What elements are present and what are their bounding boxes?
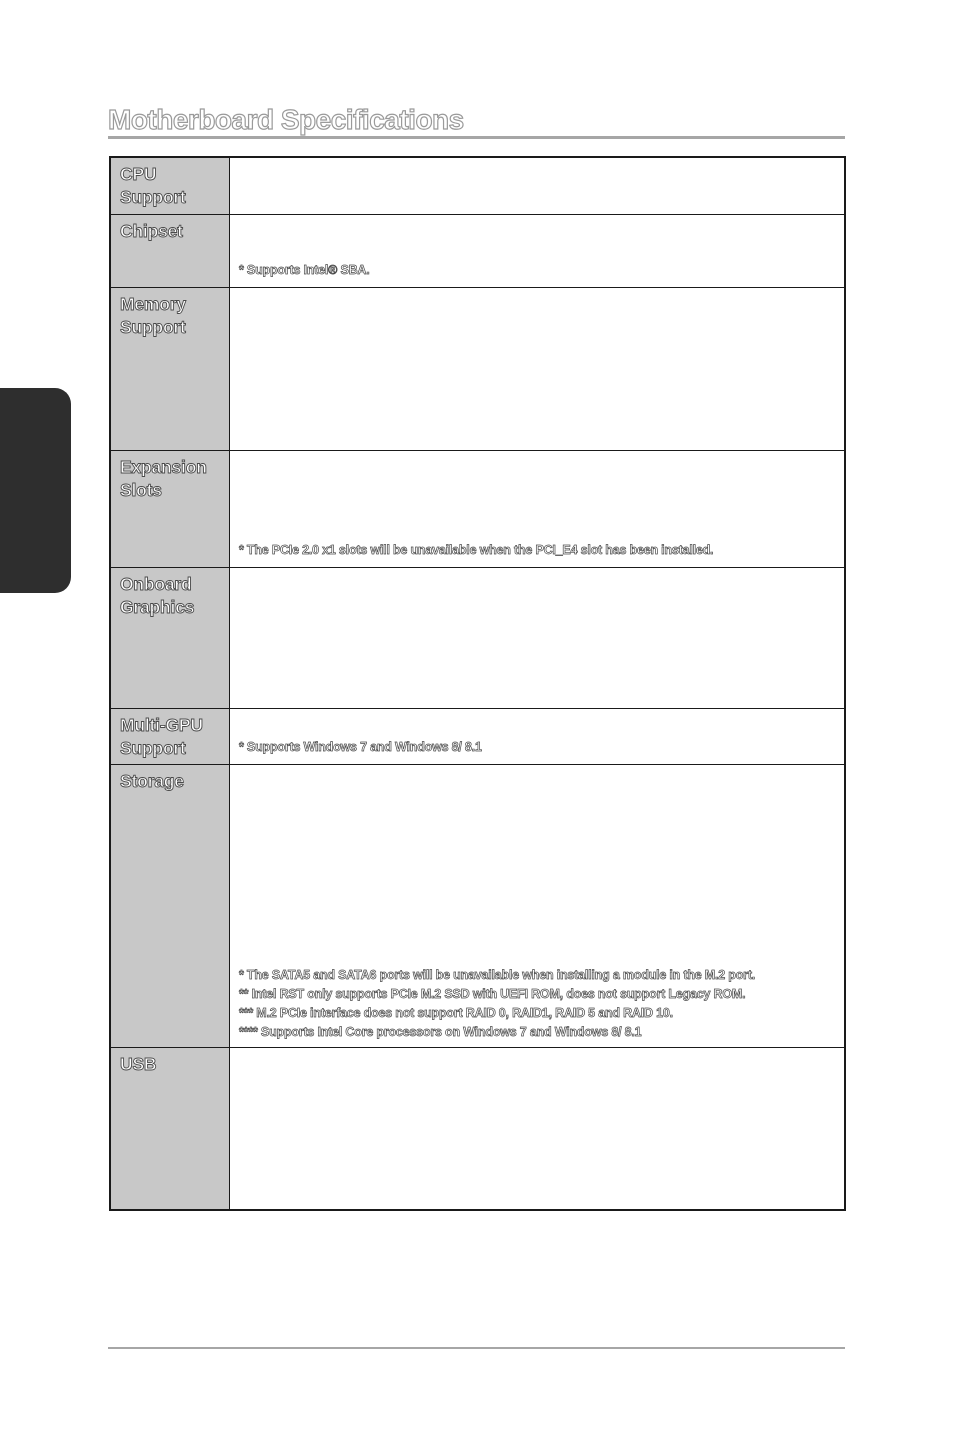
chapter-side-tab [0, 388, 71, 593]
footer-rule [108, 1347, 845, 1349]
spec-label-storage: Storage [111, 765, 230, 1048]
spec-table [109, 156, 846, 1211]
storage-note-3: *** M.2 PCIe interface does not support RAID 0, RAID1, RAID 5 and RAID 10. [239, 1006, 673, 1020]
spec-label-chipset: Chipset [111, 215, 230, 288]
chipset-note: * Supports Intel® SBA. [239, 263, 370, 277]
page-title: Motherboard Specifications [108, 104, 464, 135]
spec-label-cpu: CPU Support [111, 158, 230, 215]
spec-label-usb: USB [111, 1048, 230, 1209]
spec-value-chipset [230, 215, 844, 288]
multigpu-note: * Supports Windows 7 and Windows 8/ 8.1 [239, 740, 482, 754]
spec-value-usb [230, 1048, 844, 1209]
spec-value-multigpu [230, 709, 844, 765]
storage-note-4: **** Supports Intel Core processors on Windows 7 and Windows 8/ 8.1 [239, 1025, 642, 1039]
spec-label-graphics: Onboard Graphics [111, 568, 230, 709]
spec-value-cpu [230, 158, 844, 215]
spec-label-expansion: Expansion Slots [111, 451, 230, 568]
spec-value-expansion [230, 451, 844, 568]
spec-value-storage [230, 765, 844, 1048]
storage-note-2: ** Intel RST only supports PCIe M.2 SSD with UEFI ROM, does not support Legacy ROM. [239, 987, 746, 1001]
spec-label-multigpu: Multi-GPU Support [111, 709, 230, 765]
spec-value-graphics [230, 568, 844, 709]
storage-note-1: * The SATA5 and SATA6 ports will be unavailable when installing a module in the M.2 port. [239, 968, 756, 982]
spec-label-memory: Memory Support [111, 288, 230, 451]
expansion-note: * The PCIe 2.0 x1 slots will be unavailable when the PCI_E4 slot has been installed. [239, 543, 714, 557]
title-underline [108, 136, 845, 139]
spec-value-memory [230, 288, 844, 451]
